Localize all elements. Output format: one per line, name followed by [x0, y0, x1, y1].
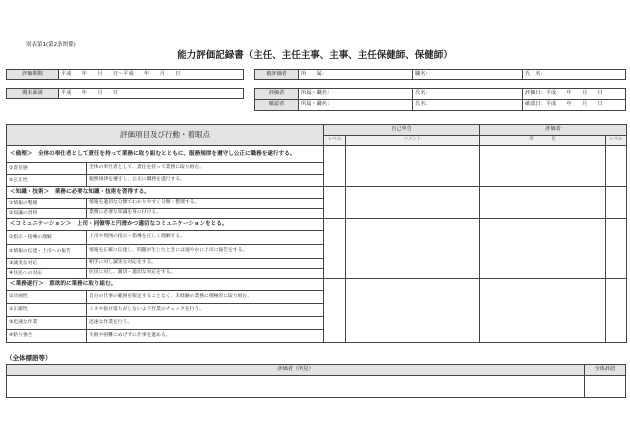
evaluator-date-field[interactable]: 評価日：平成 年 月 日	[523, 89, 626, 100]
evaluatee-name-field[interactable]: 氏 名：	[523, 70, 626, 80]
item-name: ①責任感	[7, 163, 87, 175]
item-name: ①計画性	[7, 290, 87, 303]
section-title-knowledge: ＜知識・技術＞ 業務に必要な知識・技術を習得する。	[7, 187, 324, 199]
form-number: 別表第1(第2条関係)	[26, 42, 76, 48]
evaluator-opinion-header: 所 見	[480, 136, 606, 146]
self-comment-cell[interactable]	[346, 187, 480, 219]
self-comment-header: コメント	[346, 136, 480, 146]
confirmer-date-field[interactable]: 確認日：平成 年 月 日	[523, 100, 626, 111]
section-title-ethics: ＜倫理＞ 全体の奉仕者として責任を持って業務に取り組むとともに、服務規律を遵守し公正に職務を遂行する。	[7, 146, 324, 163]
self-level-header: レベル	[324, 136, 346, 146]
header-items: 評価項目及び行動・着眼点	[7, 125, 324, 146]
overall-title: （全体標語等）	[6, 354, 52, 362]
evaluator-opinion-cell[interactable]	[480, 218, 606, 278]
item-name: ③誠実な対応	[7, 258, 87, 268]
evaluatee-label: 被評価者	[255, 70, 299, 80]
confirmer-name-field[interactable]: 氏名：	[413, 100, 523, 111]
period-label: 評価期間	[7, 70, 59, 80]
self-level-cell[interactable]	[324, 146, 346, 187]
evaluator-dept-field[interactable]: 所属・職名：	[299, 89, 413, 100]
item-name: ②情報の伝達・上司への報告	[7, 244, 87, 258]
evaluator-label: 評価者	[255, 89, 299, 100]
item-name: ②知識の習得	[7, 208, 87, 218]
item-description: 住民に対し、親切・適切な対応をする。	[87, 268, 324, 278]
overall-grade-header: 全体評語	[585, 365, 626, 376]
item-description: 相手に対し誠実な対応をする。	[87, 258, 324, 268]
evaluator-level-header: レベル	[606, 136, 627, 146]
item-description: 自分の仕事の範囲を限定することなく、未経験の業務に積極的に取り組む。	[87, 290, 324, 303]
item-description: 情報を適切な分類でわかりやすく分類・整理する。	[87, 198, 324, 208]
evaluator-level-cell[interactable]	[606, 218, 627, 278]
evaluator-opinion-cell[interactable]	[480, 278, 606, 342]
interview-table	[6, 88, 244, 99]
item-description: 業務に必要な知識を身に付ける。	[87, 208, 324, 218]
evaluator-info-table	[254, 88, 626, 111]
self-level-cell[interactable]	[324, 278, 346, 342]
overall-grade-field[interactable]	[585, 376, 626, 398]
section-title-execution: ＜業務遂行＞ 意欲的に業務に取り組む。	[7, 278, 324, 290]
item-description: 全体の奉仕者として、責任を持って業務に取り組む。	[87, 163, 324, 175]
evaluatee-position-field[interactable]: 職名：	[413, 70, 523, 80]
interview-field[interactable]: 平成 年 月 日	[59, 89, 244, 99]
evaluatee-table	[254, 69, 626, 80]
header-evaluator: 評価者	[480, 125, 627, 136]
item-description: 服務規律を遵守し、公正に職務を遂行する。	[87, 175, 324, 187]
overall-evaluator-header: 評価者（所見）	[7, 365, 585, 376]
header-self: 自己申告	[324, 125, 480, 136]
item-name: ③迅速な作業	[7, 316, 87, 329]
confirmer-label: 確認者	[255, 100, 299, 111]
period-field[interactable]: 平成 年 月 日〜平成 年 月 日	[59, 70, 244, 80]
item-description: ミスや抜け落ちがしないよう作業のチェックを行う。	[87, 303, 324, 316]
item-description: 情報を正確に伝達し、問題が生じたときには速やかに上司に報告をする。	[87, 244, 324, 258]
item-description: 失敗や困難にめげずに仕事を進める。	[87, 329, 324, 342]
overall-evaluator-field[interactable]	[7, 376, 585, 398]
item-description: 迅速な作業を行う。	[87, 316, 324, 329]
evaluator-level-cell[interactable]	[606, 187, 627, 219]
evaluation-table	[6, 124, 627, 343]
item-name: ②正確性	[7, 303, 87, 316]
overall-table	[6, 364, 626, 398]
evaluatee-dept-field[interactable]: 所 属：	[299, 70, 413, 80]
evaluator-level-cell[interactable]	[606, 278, 627, 342]
item-name: ②公正性	[7, 175, 87, 187]
item-name: ④住民への対応	[7, 268, 87, 278]
section-title-communication: ＜コミュニケーション＞ 上司・同僚等と円滑かつ適切なコミュニケーションをとる。	[7, 218, 324, 230]
evaluator-opinion-cell[interactable]	[480, 187, 606, 219]
evaluator-opinion-cell[interactable]	[480, 146, 606, 187]
evaluator-name-field[interactable]: 氏名：	[413, 89, 523, 100]
evaluator-level-cell[interactable]	[606, 146, 627, 187]
self-level-cell[interactable]	[324, 218, 346, 278]
self-level-cell[interactable]	[324, 187, 346, 219]
item-name: ①情報の整理	[7, 198, 87, 208]
item-description: 上司や周囲の指示・指導を正しく理解する。	[87, 230, 324, 244]
self-comment-cell[interactable]	[346, 218, 480, 278]
self-comment-cell[interactable]	[346, 146, 480, 187]
confirmer-dept-field[interactable]: 所属・職名：	[299, 100, 413, 111]
self-comment-cell[interactable]	[346, 278, 480, 342]
item-name: ①指示・指導の理解	[7, 230, 87, 244]
period-table	[6, 69, 244, 80]
interview-label: 期末面談	[7, 89, 59, 99]
page-title: 能力評価記録書（主任、主任主事、主事、主任保健師、保健師）	[177, 50, 453, 61]
item-name: ④粘り強さ	[7, 329, 87, 342]
